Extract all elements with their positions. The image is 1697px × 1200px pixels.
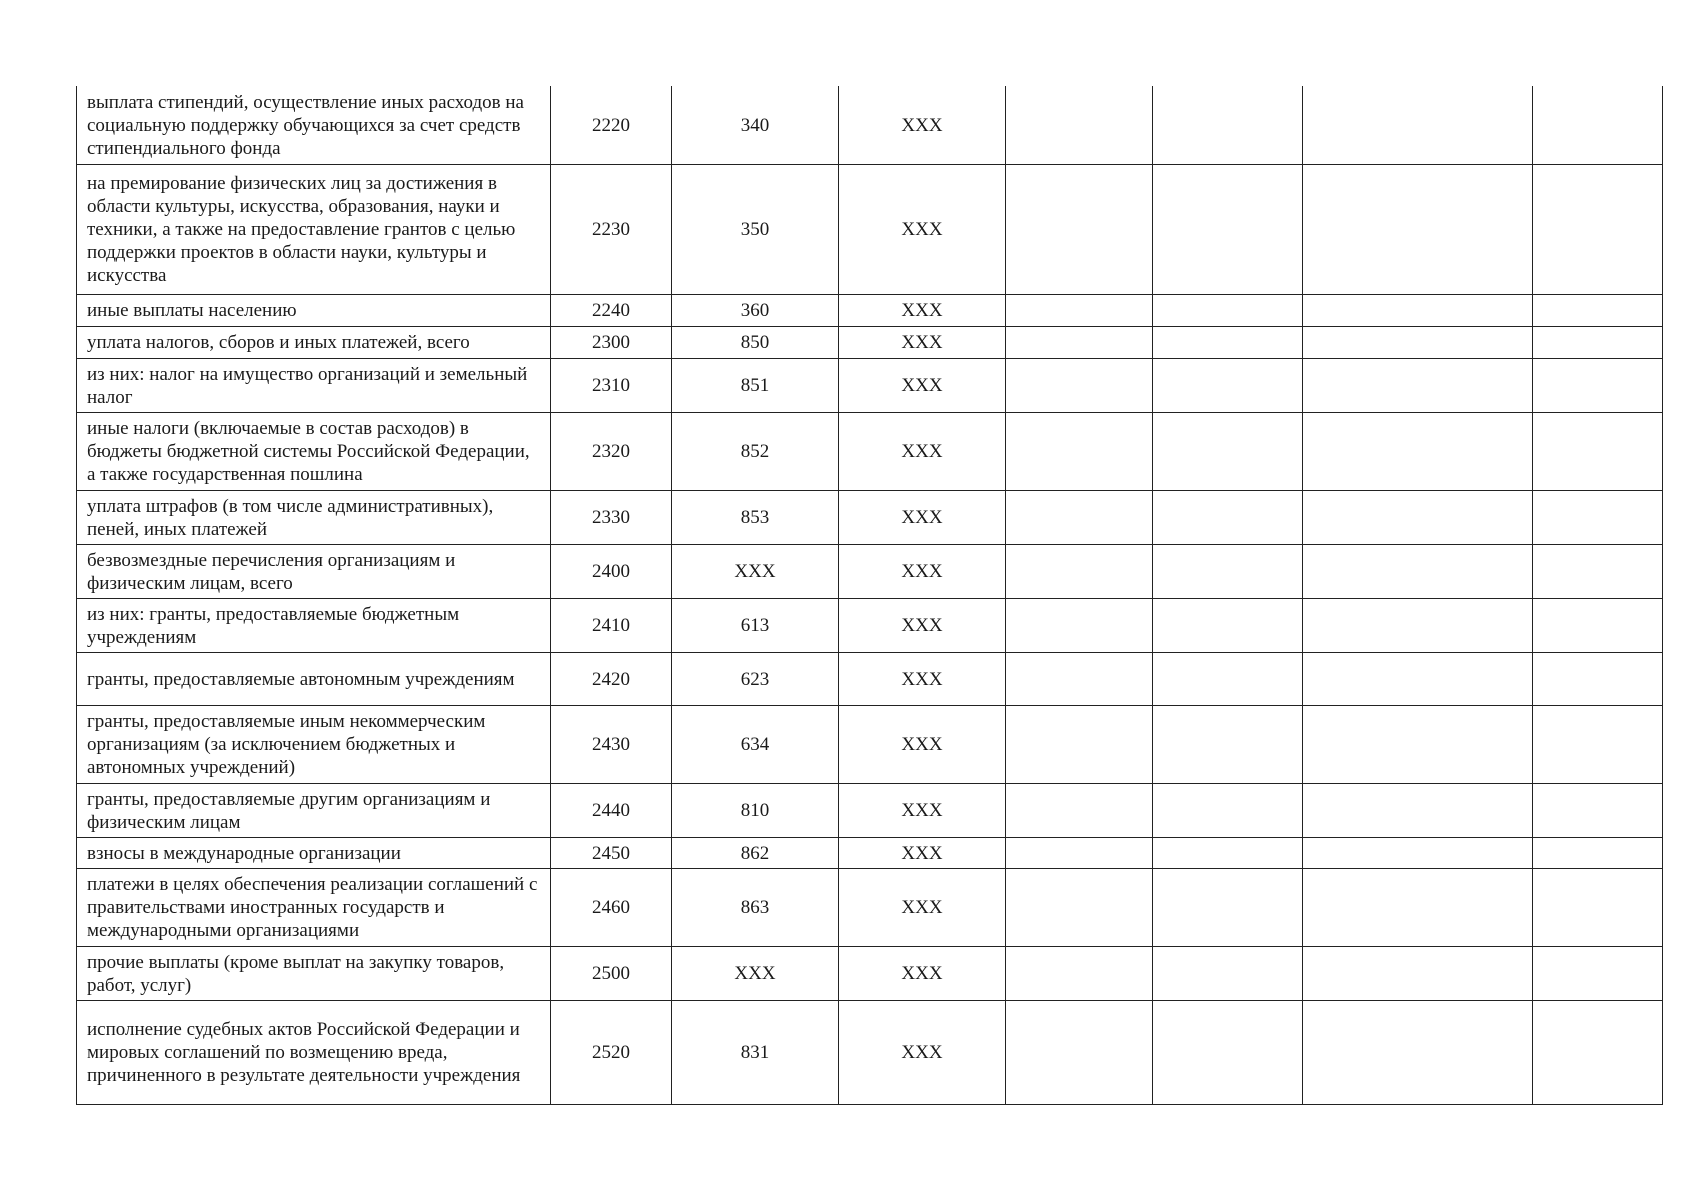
empty-cell: [1533, 868, 1663, 946]
row-code: 2330: [551, 490, 672, 544]
empty-cell: [1006, 326, 1153, 358]
table-row: [77, 783, 1663, 837]
row-code: 2320: [551, 412, 672, 490]
empty-cell: [1303, 598, 1533, 652]
row-kosgu-code: XXX: [839, 544, 1006, 598]
empty-cell: [1303, 294, 1533, 326]
row-code: 2440: [551, 783, 672, 837]
table-row: [77, 652, 1663, 705]
row-kbk-code: 853: [672, 490, 839, 544]
empty-cell: [1006, 544, 1153, 598]
empty-cell: [1153, 490, 1303, 544]
row-code: 2500: [551, 946, 672, 1000]
row-description: платежи в целях обеспечения реализации соглашений с правительствами иностранных государств и международными организациями: [77, 868, 551, 946]
row-description: из них: налог на имущество организаций и земельный налог: [77, 358, 551, 412]
row-kbk-code: 634: [672, 705, 839, 783]
row-kosgu-code: XXX: [839, 946, 1006, 1000]
table-row: [77, 412, 1663, 490]
empty-cell: [1153, 598, 1303, 652]
row-description: гранты, предоставляемые другим организациям и физическим лицам: [77, 783, 551, 837]
table-row: [77, 358, 1663, 412]
empty-cell: [1303, 86, 1533, 164]
table-row: [77, 837, 1663, 868]
row-code: 2450: [551, 837, 672, 868]
empty-cell: [1153, 652, 1303, 705]
row-description: взносы в международные организации: [77, 837, 551, 868]
empty-cell: [1006, 294, 1153, 326]
empty-cell: [1303, 783, 1533, 837]
empty-cell: [1303, 358, 1533, 412]
empty-cell: [1303, 946, 1533, 1000]
table-row: [77, 705, 1663, 783]
row-kosgu-code: XXX: [839, 326, 1006, 358]
row-kbk-code: 350: [672, 164, 839, 294]
row-description: на премирование физических лиц за достижения в области культуры, искусства, образования, науки и техники, а также на предоставление грантов с целью поддержки проектов в области науки, культуры и искусства: [77, 164, 551, 294]
empty-cell: [1533, 705, 1663, 783]
empty-cell: [1153, 837, 1303, 868]
empty-cell: [1153, 946, 1303, 1000]
empty-cell: [1303, 705, 1533, 783]
table-row: [77, 946, 1663, 1000]
empty-cell: [1153, 294, 1303, 326]
table-row: [77, 490, 1663, 544]
empty-cell: [1303, 412, 1533, 490]
row-kbk-code: 831: [672, 1000, 839, 1104]
row-kosgu-code: XXX: [839, 598, 1006, 652]
empty-cell: [1006, 86, 1153, 164]
empty-cell: [1533, 652, 1663, 705]
row-kosgu-code: XXX: [839, 164, 1006, 294]
row-kosgu-code: XXX: [839, 837, 1006, 868]
empty-cell: [1006, 164, 1153, 294]
row-code: 2400: [551, 544, 672, 598]
empty-cell: [1006, 1000, 1153, 1104]
row-kosgu-code: XXX: [839, 86, 1006, 164]
row-code: 2300: [551, 326, 672, 358]
empty-cell: [1533, 1000, 1663, 1104]
table-row: [77, 164, 1663, 294]
empty-cell: [1006, 490, 1153, 544]
empty-cell: [1006, 705, 1153, 783]
row-kbk-code: XXX: [672, 544, 839, 598]
table-row: [77, 868, 1663, 946]
table-row: [77, 326, 1663, 358]
empty-cell: [1153, 412, 1303, 490]
table-row: [77, 598, 1663, 652]
empty-cell: [1533, 490, 1663, 544]
row-kbk-code: 851: [672, 358, 839, 412]
row-description: уплата штрафов (в том числе административных), пеней, иных платежей: [77, 490, 551, 544]
empty-cell: [1533, 294, 1663, 326]
empty-cell: [1533, 164, 1663, 294]
row-code: 2220: [551, 86, 672, 164]
row-kbk-code: 810: [672, 783, 839, 837]
row-kosgu-code: XXX: [839, 490, 1006, 544]
table-body: [77, 86, 1663, 1104]
table-row: [77, 86, 1663, 164]
empty-cell: [1006, 837, 1153, 868]
row-kosgu-code: XXX: [839, 652, 1006, 705]
row-description: из них: гранты, предоставляемые бюджетным учреждениям: [77, 598, 551, 652]
row-kbk-code: 850: [672, 326, 839, 358]
row-code: 2430: [551, 705, 672, 783]
row-kbk-code: XXX: [672, 946, 839, 1000]
row-kbk-code: 862: [672, 837, 839, 868]
empty-cell: [1533, 358, 1663, 412]
row-kbk-code: 360: [672, 294, 839, 326]
row-kbk-code: 623: [672, 652, 839, 705]
row-description: иные выплаты населению: [77, 294, 551, 326]
empty-cell: [1153, 326, 1303, 358]
row-description: исполнение судебных актов Российской Федерации и мировых соглашений по возмещению вреда, причиненного в результате деятельности учреждения: [77, 1000, 551, 1104]
row-kbk-code: 613: [672, 598, 839, 652]
row-description: иные налоги (включаемые в состав расходов) в бюджеты бюджетной системы Российской Федерации, а также государственная пошлина: [77, 412, 551, 490]
empty-cell: [1533, 544, 1663, 598]
row-kosgu-code: XXX: [839, 868, 1006, 946]
row-description: прочие выплаты (кроме выплат на закупку товаров, работ, услуг): [77, 946, 551, 1000]
empty-cell: [1533, 598, 1663, 652]
empty-cell: [1006, 652, 1153, 705]
row-kbk-code: 852: [672, 412, 839, 490]
empty-cell: [1303, 164, 1533, 294]
row-kosgu-code: XXX: [839, 705, 1006, 783]
empty-cell: [1303, 652, 1533, 705]
row-description: гранты, предоставляемые иным некоммерческим организациям (за исключением бюджетных и автономных учреждений): [77, 705, 551, 783]
empty-cell: [1303, 326, 1533, 358]
empty-cell: [1153, 868, 1303, 946]
empty-cell: [1533, 326, 1663, 358]
empty-cell: [1153, 544, 1303, 598]
empty-cell: [1153, 705, 1303, 783]
empty-cell: [1533, 946, 1663, 1000]
empty-cell: [1153, 164, 1303, 294]
empty-cell: [1006, 868, 1153, 946]
empty-cell: [1153, 358, 1303, 412]
row-description: гранты, предоставляемые автономным учреждениям: [77, 652, 551, 705]
empty-cell: [1153, 783, 1303, 837]
empty-cell: [1533, 86, 1663, 164]
empty-cell: [1303, 1000, 1533, 1104]
empty-cell: [1006, 783, 1153, 837]
empty-cell: [1006, 598, 1153, 652]
table-row: [77, 294, 1663, 326]
empty-cell: [1303, 544, 1533, 598]
row-code: 2230: [551, 164, 672, 294]
row-kbk-code: 340: [672, 86, 839, 164]
row-description: уплата налогов, сборов и иных платежей, всего: [77, 326, 551, 358]
empty-cell: [1303, 868, 1533, 946]
empty-cell: [1006, 946, 1153, 1000]
row-kbk-code: 863: [672, 868, 839, 946]
empty-cell: [1153, 86, 1303, 164]
empty-cell: [1006, 412, 1153, 490]
financial-plan-table: [76, 86, 1663, 1105]
row-kosgu-code: XXX: [839, 1000, 1006, 1104]
table-row: [77, 1000, 1663, 1104]
row-code: 2310: [551, 358, 672, 412]
row-code: 2410: [551, 598, 672, 652]
row-code: 2460: [551, 868, 672, 946]
empty-cell: [1533, 412, 1663, 490]
empty-cell: [1006, 358, 1153, 412]
row-kosgu-code: XXX: [839, 412, 1006, 490]
row-kosgu-code: XXX: [839, 294, 1006, 326]
empty-cell: [1303, 490, 1533, 544]
empty-cell: [1153, 1000, 1303, 1104]
row-code: 2420: [551, 652, 672, 705]
empty-cell: [1533, 783, 1663, 837]
row-kosgu-code: XXX: [839, 783, 1006, 837]
table-row: [77, 544, 1663, 598]
empty-cell: [1303, 837, 1533, 868]
row-kosgu-code: XXX: [839, 358, 1006, 412]
row-description: выплата стипендий, осуществление иных расходов на социальную поддержку обучающихся за счет средств стипендиального фонда: [77, 86, 551, 164]
row-code: 2240: [551, 294, 672, 326]
empty-cell: [1533, 837, 1663, 868]
row-code: 2520: [551, 1000, 672, 1104]
row-description: безвозмездные перечисления организациям и физическим лицам, всего: [77, 544, 551, 598]
